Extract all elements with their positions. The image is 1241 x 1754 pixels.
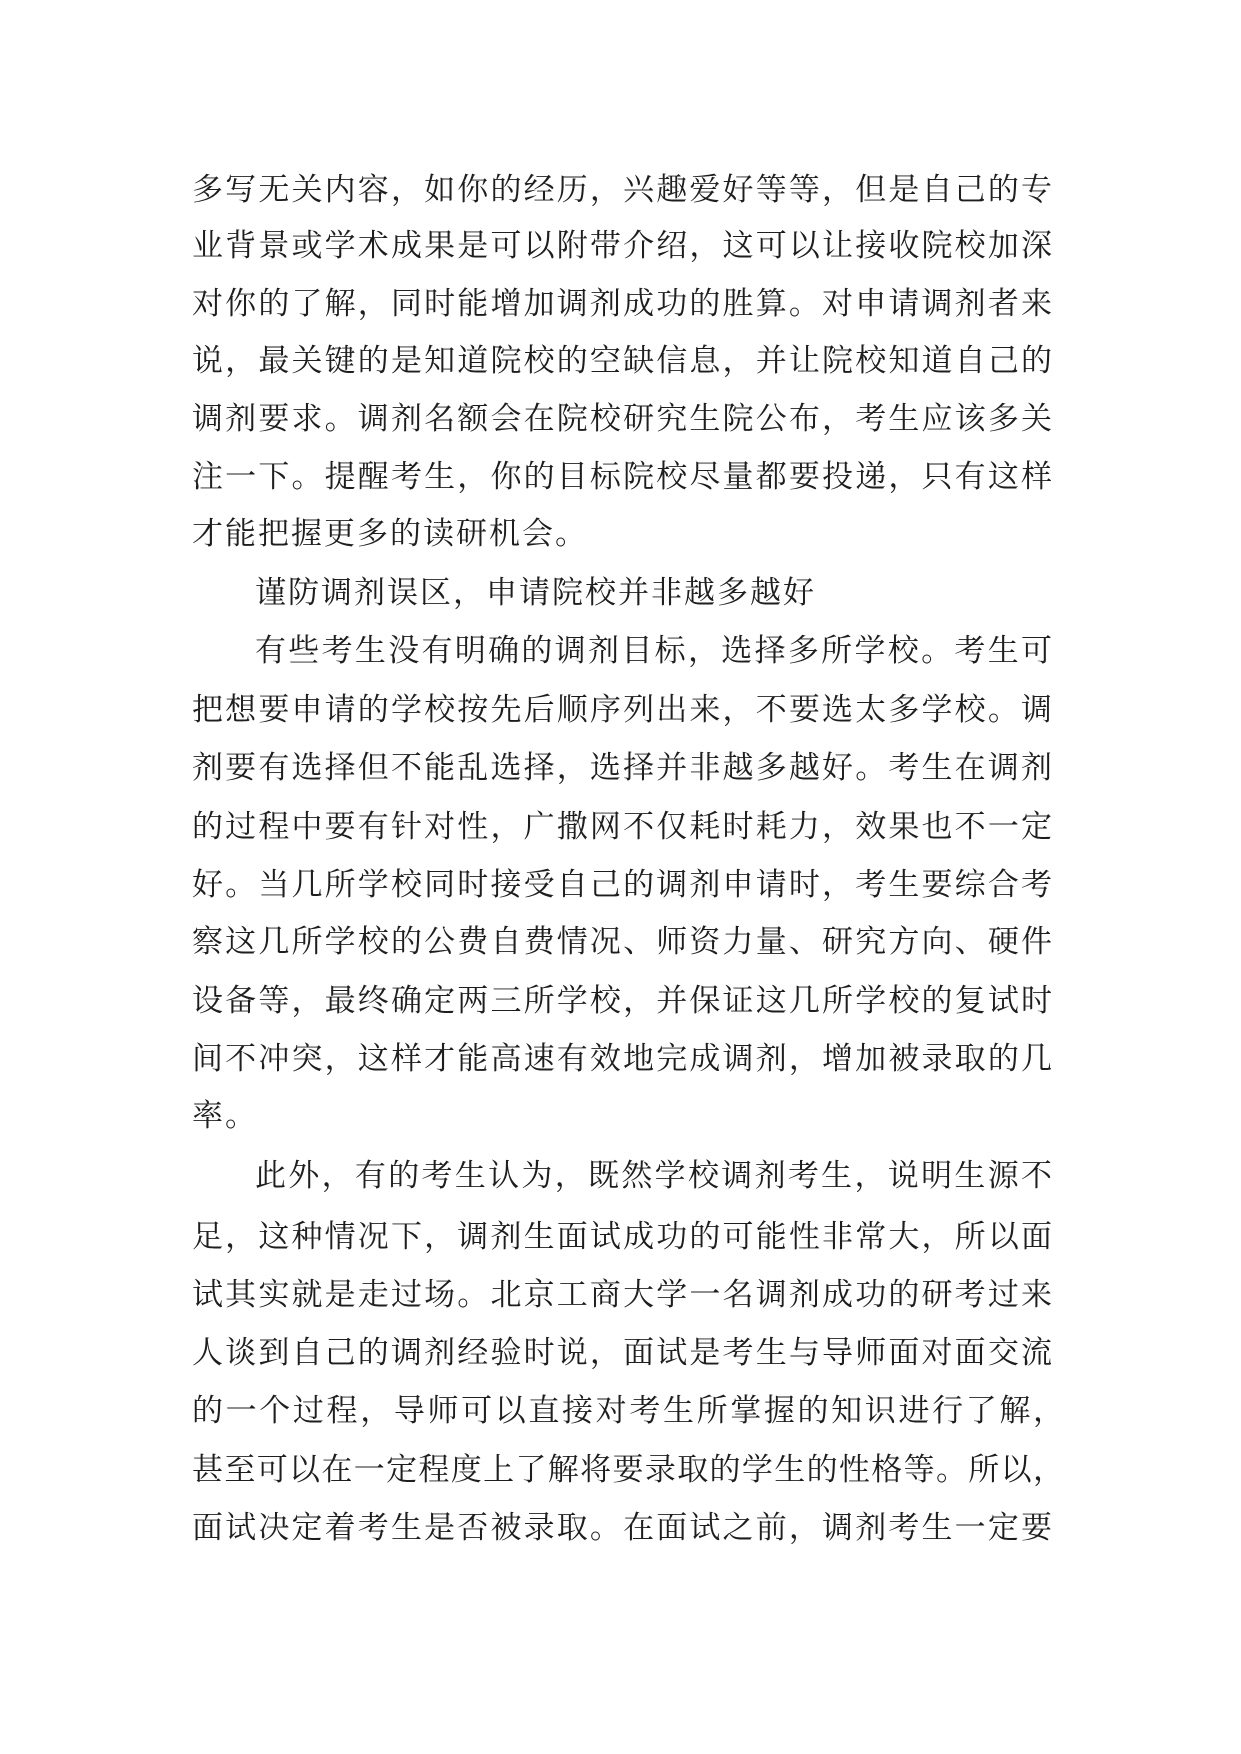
text-line: 的过程中要有针对性，广撒网不仅耗时耗力，效果也不一定 <box>192 809 1052 845</box>
text-line: 面试决定着考生是否被录取。在面试之前，调剂考生一定要 <box>192 1510 1052 1546</box>
text-line: 说，最关键的是知道院校的空缺信息，并让院校知道自己的 <box>192 343 1052 379</box>
text-line: 甚至可以在一定程度上了解将要录取的学生的性格等。所以， <box>192 1452 1064 1488</box>
text-line: 率。 <box>192 1098 258 1134</box>
text-line: 察这几所学校的公费自费情况、师资力量、研究方向、硬件 <box>192 924 1052 960</box>
text-line: 业背景或学术成果是可以附带介绍，这可以让接收院校加深 <box>192 228 1052 264</box>
text-line: 好。当几所学校同时接受自己的调剂申请时，考生要综合考 <box>192 867 1052 903</box>
text-line: 足，这种情况下，调剂生面试成功的可能性非常大，所以面 <box>192 1219 1052 1255</box>
text-line: 才能把握更多的读研机会。 <box>192 516 588 552</box>
text-line: 间不冲突，这样才能高速有效地完成调剂，增加被录取的几 <box>192 1041 1052 1077</box>
text-line: 试其实就是走过场。北京工商大学一名调剂成功的研考过来 <box>192 1277 1052 1313</box>
text-line: 此外，有的考生认为，既然学校调剂考生，说明生源不 <box>255 1158 1052 1194</box>
text-line: 多写无关内容，如你的经历，兴趣爱好等等，但是自己的专 <box>192 172 1052 208</box>
text-line: 有些考生没有明确的调剂目标，选择多所学校。考生可 <box>255 633 1052 669</box>
text-line: 的一个过程，导师可以直接对考生所掌握的知识进行了解， <box>192 1393 1064 1429</box>
section-heading-text: 谨防调剂误区，申请院校并非越多越好 <box>255 575 816 611</box>
text-line: 调剂要求。调剂名额会在院校研究生院公布，考生应该多关 <box>192 401 1052 437</box>
text-line: 设备等，最终确定两三所学校，并保证这几所学校的复试时 <box>192 983 1052 1019</box>
text-line: 人谈到自己的调剂经验时说，面试是考生与导师面对面交流 <box>192 1335 1052 1371</box>
text-line: 对你的了解，同时能增加调剂成功的胜算。对申请调剂者来 <box>192 286 1052 322</box>
text-line: 剂要有选择但不能乱选择，选择并非越多越好。考生在调剂 <box>192 750 1052 786</box>
text-line: 注一下。提醒考生，你的目标院校尽量都要投递，只有这样 <box>192 459 1052 495</box>
text-line: 把想要申请的学校按先后顺序列出来，不要选太多学校。调 <box>192 692 1052 728</box>
